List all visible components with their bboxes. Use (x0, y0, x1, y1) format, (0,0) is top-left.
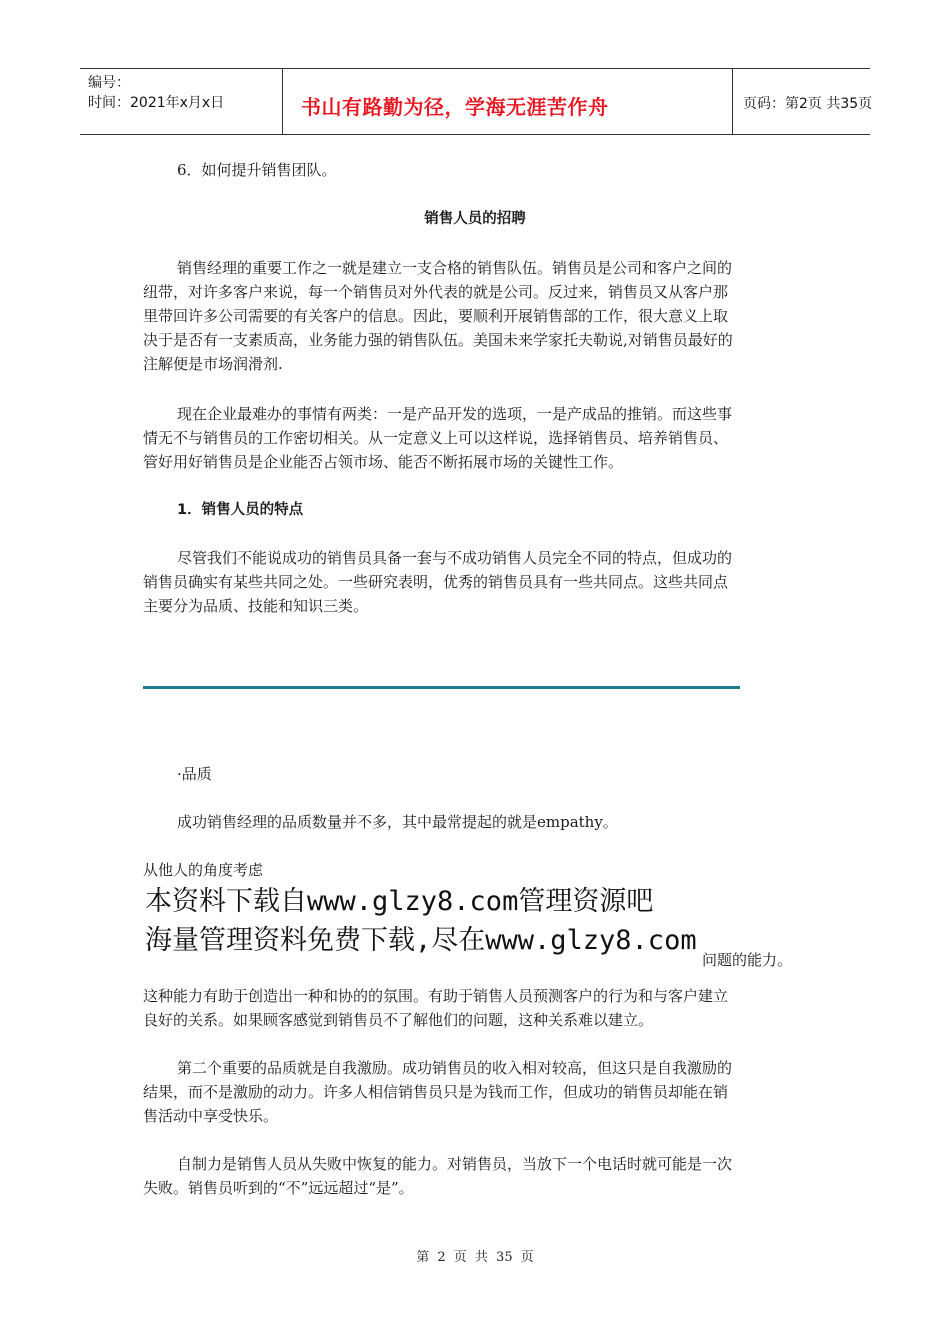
document-header (80, 68, 873, 135)
paragraph-line: 里带回许多公司需要的有关客户的信息。因此，要顺利开展销售部的工作，很大意义上取 (143, 307, 729, 325)
section-title: 销售人员的招聘 (424, 211, 526, 227)
paragraph-line: 纽带，对许多客户来说，每一个销售员对外代表的就是公司。反过来，销售员又从客户那 (143, 283, 729, 301)
paragraph-line: 注解便是市场润滑剂. (143, 355, 283, 373)
header-meta-cell (80, 69, 283, 134)
header-motto-cell (283, 69, 733, 134)
subheading: 1．销售人员的特点 (177, 502, 304, 518)
paragraph-line: 尽管我们不能说成功的销售员具备一套与不成功销售人员完全不同的特点，但成功的 (177, 549, 733, 567)
paragraph-line: 问题的能力。 (702, 951, 793, 969)
header-page-info: 页码：第2页 共35页 (743, 96, 873, 112)
paragraph-line: 失败。销售员听到的“不”远远超过“是”。 (143, 1179, 414, 1197)
header-page-cell (733, 69, 873, 134)
paragraph-line: 情无不与销售员的工作密切相关。从一定意义上可以这样说，选择销售员、培养销售员、 (143, 429, 729, 447)
paragraph-line: 成功销售经理的品质数量并不多，其中最常提起的就是empathy。 (177, 813, 618, 831)
page-footer: 第 2 页 共 35 页 (416, 1250, 534, 1265)
paragraph-line: 销售经理的重要工作之一就是建立一支合格的销售队伍。销售员是公司和客户之间的 (177, 259, 733, 277)
paragraph-line: 售活动中享受快乐。 (143, 1107, 279, 1125)
paragraph-line: 销售员确实有某些共同之处。一些研究表明，优秀的销售员具有一些共同点。这些共同点 (143, 573, 729, 591)
paragraph-line: 自制力是销售人员从失败中恢复的能力。对销售员，当放下一个电话时就可能是一次 (177, 1155, 733, 1173)
watermark-line: 海量管理资料免费下载,尽在www.glzy8.com (145, 925, 697, 956)
paragraph-line: 从他人的角度考虑 (143, 861, 264, 879)
paragraph-line: 主要分为品质、技能和知识三类。 (143, 597, 369, 615)
document-number-label: 编号： (88, 75, 130, 91)
watermark-line: 本资料下载自www.glzy8.com管理资源吧 (145, 886, 654, 917)
paragraph-line: 良好的关系。如果顾客感觉到销售员不了解他们的问题，这种关系难以建立。 (143, 1011, 654, 1029)
header-motto: 书山有路勤为径，学海无涯苦作舟 (301, 95, 609, 119)
paragraph-line: 结果，而不是激励的动力。许多人相信销售员只是为钱而工作，但成功的销售员却能在销 (143, 1083, 729, 1101)
paragraph-line: 这种能力有助于创造出一种和协的的氛围。有助于销售人员预测客户的行为和与客户建立 (143, 987, 729, 1005)
paragraph-line: 决于是否有一支素质高，业务能力强的销售队伍。美国未来学家托夫勒说,对销售员最好的 (143, 331, 733, 349)
paragraph-line: 第二个重要的品质就是自我激励。成功销售员的收入相对较高，但这只是自我激励的 (177, 1059, 733, 1077)
section-divider (143, 686, 740, 689)
document-time-label: 时间：2021年x月x日 (88, 95, 225, 111)
list-item-6: 6．如何提升销售团队。 (177, 161, 337, 179)
paragraph-line: 管好用好销售员是企业能否占领市场、能否不断拓展市场的关键性工作。 (143, 453, 624, 471)
bullet-quality: ·品质 (177, 765, 212, 783)
paragraph-line: 现在企业最难办的事情有两类：一是产品开发的选项，一是产成品的推销。而这些事 (177, 405, 733, 423)
